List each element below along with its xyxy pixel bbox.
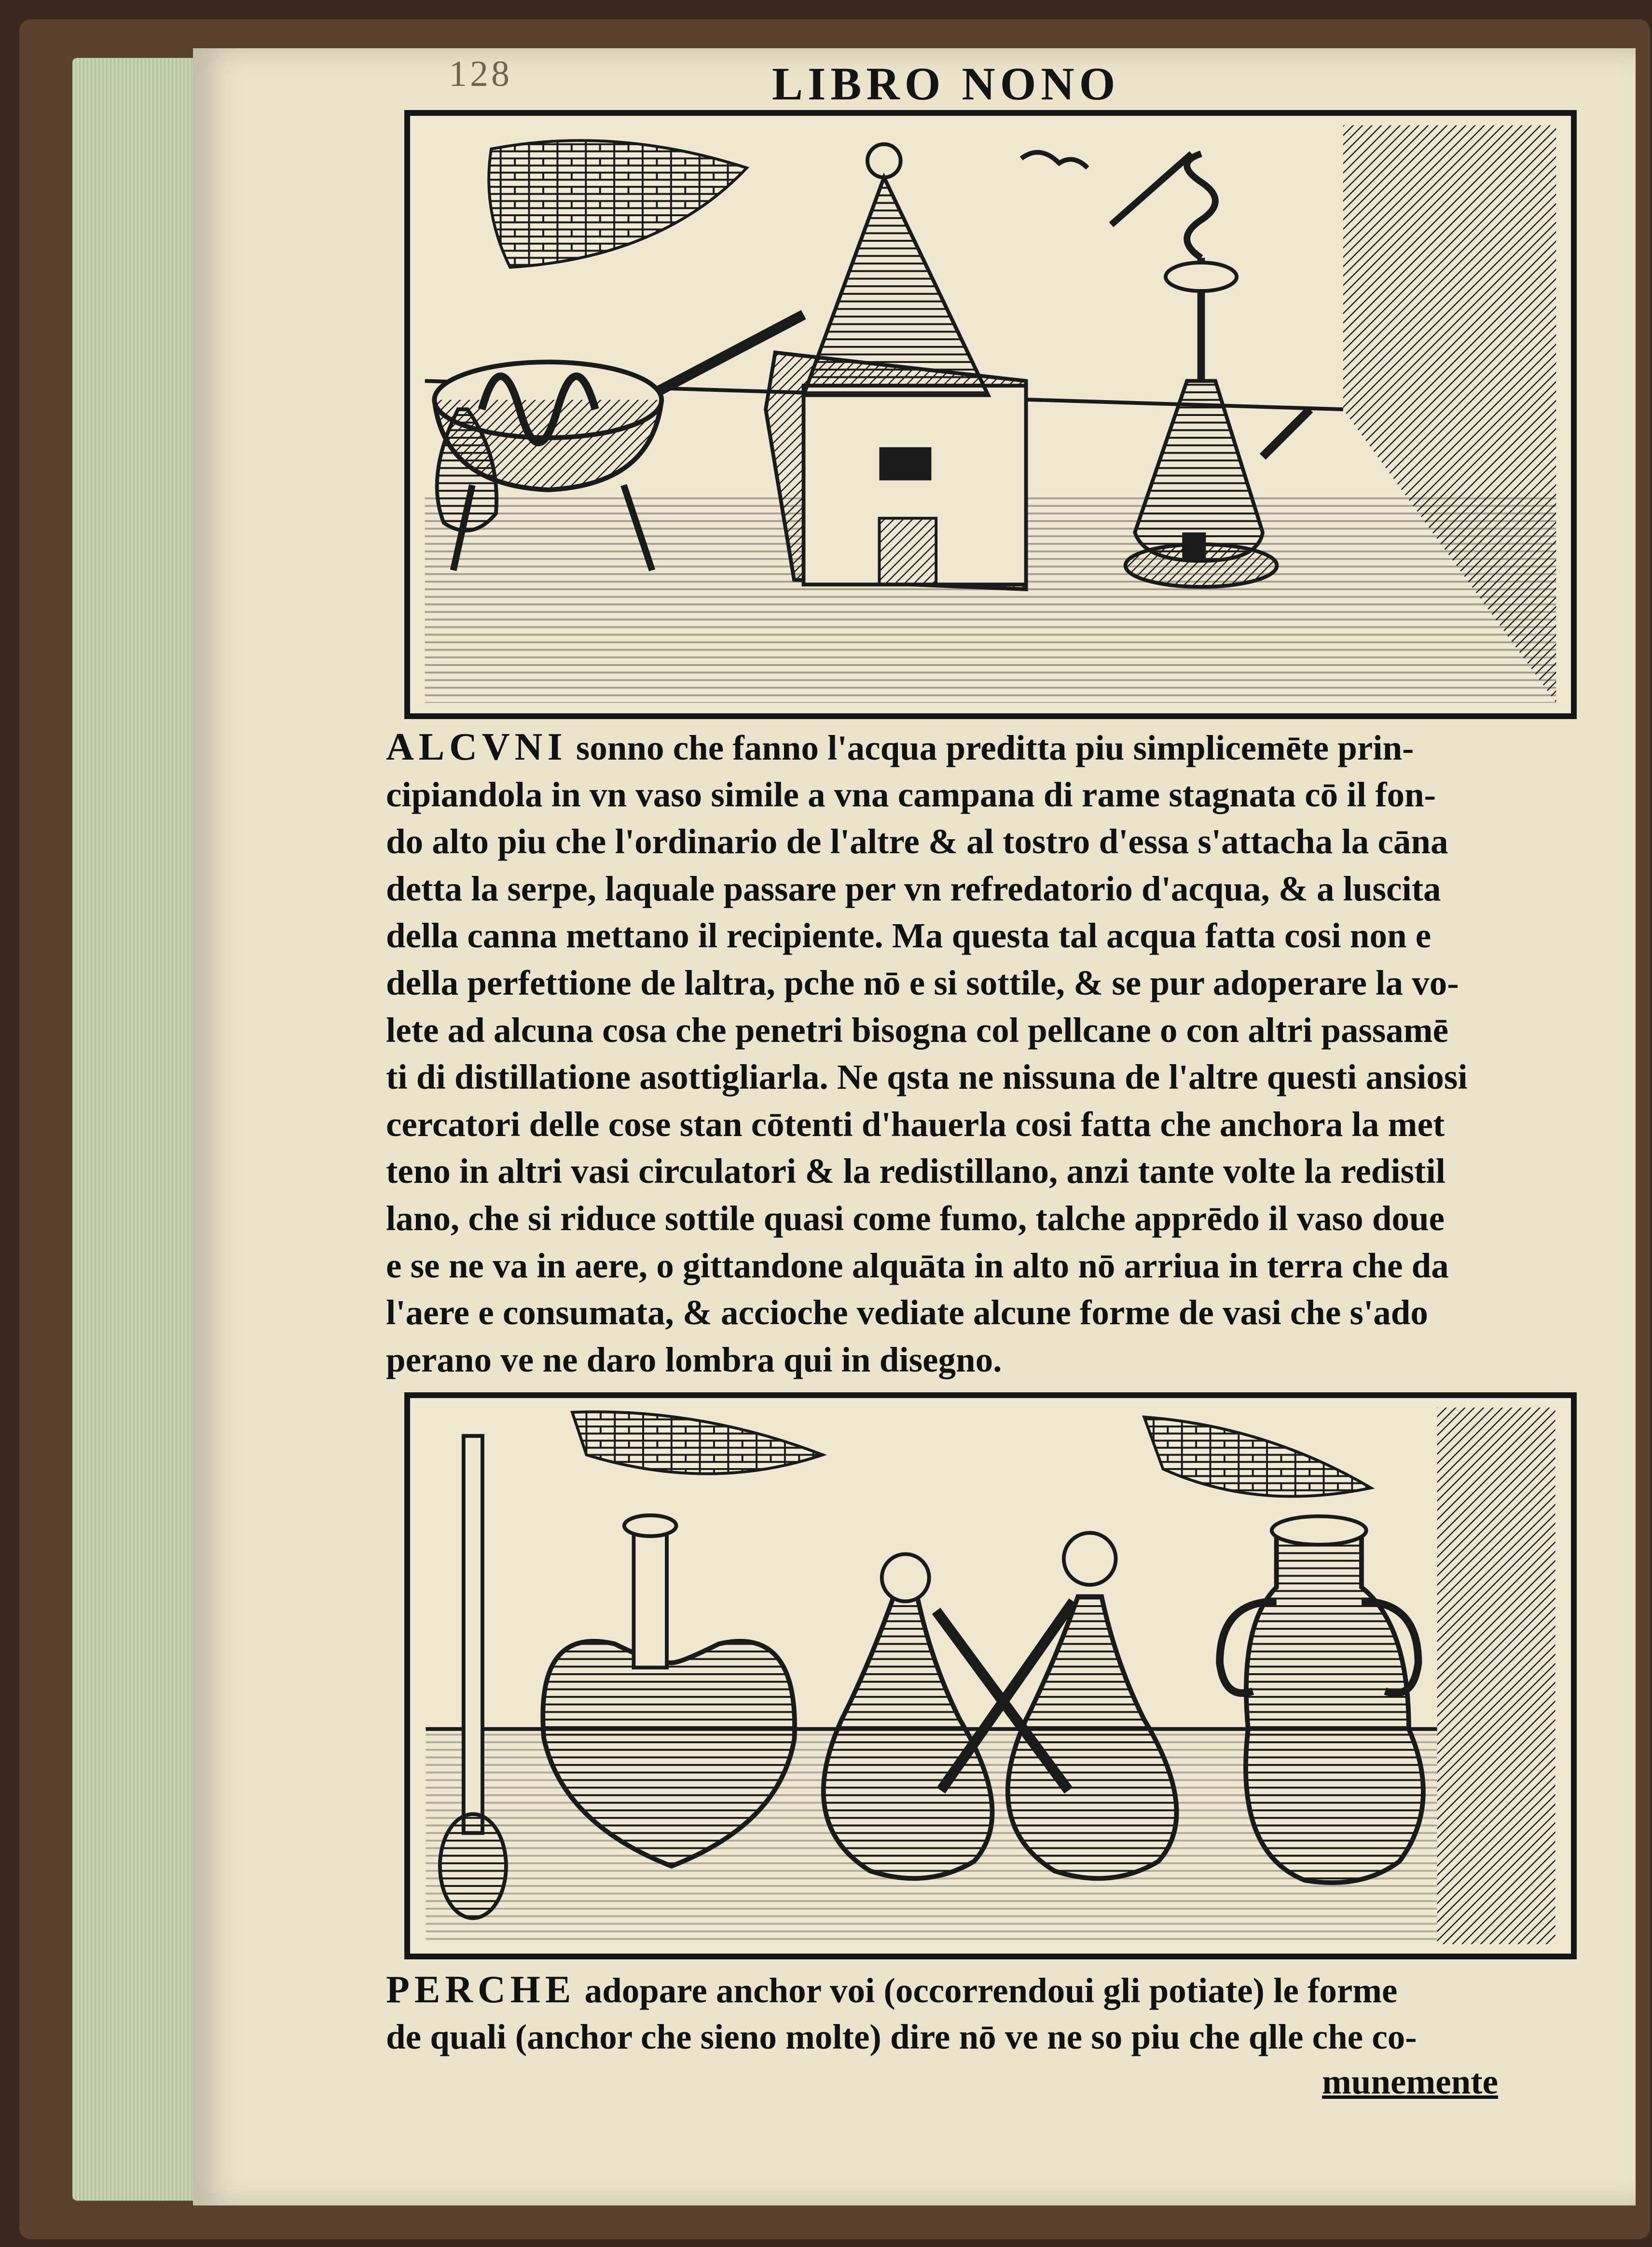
text-line: detta la serpe, laquale passare per vn refredatorio d'acqua, & a luscita bbox=[386, 869, 1441, 908]
vessels-illustration bbox=[410, 1398, 1571, 1954]
furnace-door bbox=[879, 447, 931, 481]
page-edges bbox=[72, 58, 198, 2201]
pipette bbox=[464, 1436, 482, 1833]
catchword: munemente bbox=[1322, 2062, 1498, 2101]
distillation-illustration bbox=[410, 116, 1571, 713]
text-line: teno in altri vasi circulatori & la redistillano, anzi tante volte la redistil bbox=[386, 1151, 1446, 1191]
brick-cloud-right bbox=[1144, 1417, 1371, 1496]
running-title: LIBRO NONO bbox=[772, 58, 1120, 110]
text-line: lete ad alcuna cosa che penetri bisogna col pellcane o con altri passamē bbox=[386, 1010, 1449, 1050]
woodcut-distillation-apparatus bbox=[404, 110, 1577, 719]
text-line: cipiandola in vn vaso simile a vna campana di rame stagnata cō il fon- bbox=[386, 775, 1436, 814]
brick-cloud bbox=[489, 140, 747, 267]
initial-word-alcuni: ALCVNI bbox=[386, 726, 567, 768]
text-line: l'aere e consumata, & accioche vediate alcune forme de vasi che s'ado bbox=[386, 1293, 1428, 1332]
text-line: ti di distillatione asottigliarla. Ne qsta ne nissuna de l'altre questi ansiosi bbox=[386, 1057, 1468, 1097]
paragraph-2 bbox=[386, 1967, 1573, 2060]
text-line: della canna mettano il recipiente. Ma questa tal acqua fatta cosi non e bbox=[386, 916, 1432, 956]
text-line: lano, che si riduce sottile quasi come fumo, talche apprēdo il vaso doue bbox=[386, 1198, 1445, 1238]
bird bbox=[1021, 153, 1088, 168]
text-line: e se ne va in aere, o gittandone alquāta in alto nō arriua in terra che da bbox=[386, 1246, 1449, 1285]
brick-cloud-left bbox=[572, 1412, 823, 1473]
text-line: ALCVNI sonno che fanno l'acqua preditta piu simplicemēte prin- bbox=[386, 726, 1414, 768]
spiral-tube bbox=[1187, 153, 1215, 258]
flask-left bbox=[824, 1596, 992, 1878]
text-line: do alto piu che l'ordinario de l'altre & al tostro d'essa s'attacha la cāna bbox=[386, 822, 1448, 861]
text-line: de quali (anchor che sieno molte) dire nō ve ne so piu che qlle che co- bbox=[386, 2017, 1417, 2056]
paragraph-1 bbox=[386, 724, 1563, 1383]
right-wall bbox=[1437, 1408, 1556, 1944]
initial-word-perche: PERCHE bbox=[386, 1969, 576, 2011]
woodcut-vessels bbox=[404, 1392, 1577, 1959]
text-line: perano ve ne daro lombra qui in disegno. bbox=[386, 1340, 1002, 1379]
amphora bbox=[1246, 1530, 1423, 1883]
page-number: 128 bbox=[449, 54, 512, 94]
text-line: cercatori delle cose stan cōtenti d'hauerla cosi fatta che anchora la met bbox=[386, 1104, 1445, 1144]
text-line: della perfettione de laltra, pche nō e si sottile, & se pur adoperare la vo- bbox=[386, 963, 1459, 1002]
text-line: PERCHE adopare anchor voi (occorrendoui gli potiate) le forme bbox=[386, 1969, 1398, 2011]
alembic-cone bbox=[804, 178, 989, 395]
